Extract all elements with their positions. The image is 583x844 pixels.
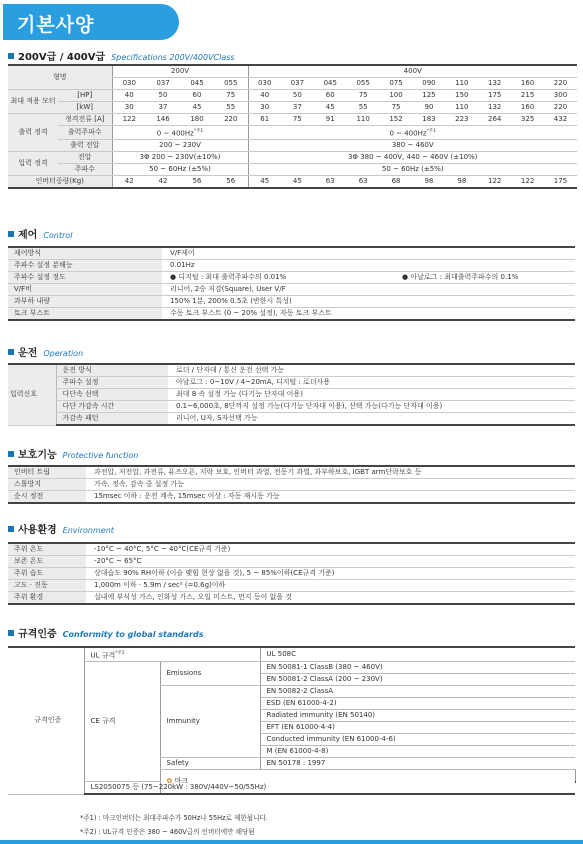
control-heading-en: Control bbox=[43, 231, 73, 240]
operation-table bbox=[8, 363, 575, 426]
spec-heading bbox=[8, 48, 235, 63]
in-volt-400: 3Φ 380 ~ 400V, 440 ~ 460V (±10%) bbox=[248, 152, 577, 164]
spec-row bbox=[8, 114, 577, 126]
kw-value: 45 bbox=[180, 102, 214, 114]
kw-value: 30 bbox=[112, 102, 146, 114]
weight-value: 45 bbox=[248, 176, 281, 189]
model-400: 160 bbox=[511, 78, 544, 90]
current-value: 91 bbox=[314, 114, 347, 126]
weight-value: 122 bbox=[511, 176, 544, 189]
control-value: 0.01Hz bbox=[162, 260, 575, 272]
protection-table bbox=[8, 465, 575, 504]
mark-logo-icon: ✿ bbox=[166, 777, 173, 786]
hp-value: 40 bbox=[112, 90, 146, 102]
weight-value: 42 bbox=[146, 176, 180, 189]
current-value: 146 bbox=[146, 114, 180, 126]
protection-heading-ko: 보호기능 bbox=[18, 450, 57, 461]
model-label: 형명 bbox=[8, 65, 112, 90]
operation-value: 리니어, U자, S자선택 가능 bbox=[168, 413, 575, 426]
motor-label: 최대 적용 모터 bbox=[8, 90, 58, 114]
environment-value: 상대습도 90% RH이하 (이슬 맺힘 현상 없을 것), 5 ~ 85%이하(CE규격 기준) bbox=[86, 568, 575, 580]
mark-value: LS2050075 등 (75~220kW : 380V/440V~50/55Hz) bbox=[84, 782, 160, 795]
weight-value: 68 bbox=[380, 176, 413, 189]
control-value: V/F제어 bbox=[162, 247, 575, 260]
immunity-item: EFT (EN 61000-4-4) bbox=[260, 722, 575, 734]
environment-heading-en: Environment bbox=[62, 526, 114, 535]
environment-heading bbox=[8, 521, 114, 536]
control-key: 과부하 내량 bbox=[8, 296, 162, 308]
spec-row bbox=[8, 65, 577, 78]
spec-table bbox=[8, 64, 577, 189]
control-value: 수동 토크 부스트 (0 ~ 20% 설정), 자동 토크 부스트 bbox=[162, 308, 575, 321]
hp-value: 75 bbox=[347, 90, 380, 102]
in-freq-label: 주파수 bbox=[58, 164, 112, 176]
hp-label: [HP] bbox=[58, 90, 112, 102]
page-title-tab bbox=[3, 4, 179, 40]
model-400: 132 bbox=[478, 78, 511, 90]
control-key: 제어방식 bbox=[8, 247, 162, 260]
control-row bbox=[8, 272, 575, 284]
current-label: 정격전류 [A] bbox=[58, 114, 112, 126]
control-key: 주파수 설정 분해능 bbox=[8, 260, 162, 272]
model-400: 220 bbox=[544, 78, 577, 90]
control-heading-ko: 제어 bbox=[18, 230, 38, 241]
protection-value: 과전압, 저전압, 과전류, 퓨즈오픈, 지락 보호, 인버터 과열, 전동기 과열, 과부하보호, IGBT arm단락보호 등 bbox=[86, 466, 575, 479]
hp-value: 60 bbox=[314, 90, 347, 102]
note-1: *주1) : 마크인버터는 최대주파수가 50Hz나 55Hz로 제한됩니다. bbox=[80, 814, 268, 822]
operation-group-label: 입력신호 bbox=[8, 364, 56, 425]
protection-heading-en: Protective function bbox=[62, 451, 139, 460]
weight-value: 63 bbox=[347, 176, 380, 189]
weight-value: 98 bbox=[412, 176, 445, 189]
class-400: 400V bbox=[248, 65, 577, 78]
protection-key: 스톨방지 bbox=[8, 479, 86, 491]
control-key: 주파수 설정 정도 bbox=[8, 272, 162, 284]
environment-key: 주위 환경 bbox=[8, 592, 86, 605]
hp-value: 60 bbox=[180, 90, 214, 102]
kw-value: 220 bbox=[544, 102, 577, 114]
operation-key: 가감속 패턴 bbox=[56, 413, 168, 426]
model-400: 030 bbox=[248, 78, 281, 90]
operation-value: 0.1~6,000초, 8단까지 설정 가능(다기능 단자대 이용), 선택 가능(다기능 단자대 이용) bbox=[168, 401, 575, 413]
model-400: 055 bbox=[347, 78, 380, 90]
operation-key: 다단속 선택 bbox=[56, 389, 168, 401]
in-freq-400: 50 ~ 60Hz (±5%) bbox=[248, 164, 577, 176]
emissions-label: Emissions bbox=[160, 662, 260, 686]
hp-value: 40 bbox=[248, 90, 281, 102]
operation-row bbox=[8, 364, 575, 377]
weight-value: 56 bbox=[214, 176, 248, 189]
operation-heading-en: Operation bbox=[43, 349, 84, 358]
model-200: 055 bbox=[214, 78, 248, 90]
control-value: ● 디지털 : 최대 출력주파수의 0.01% bbox=[162, 272, 394, 284]
kw-value: 37 bbox=[281, 102, 314, 114]
note-2: *주2) : UL규격 인증은 380 ~ 460V급의 인버터에만 해당됨 bbox=[80, 828, 255, 836]
environment-value: -10°C ~ 40°C, 5°C ~ 40°C(CE규격 기준) bbox=[86, 543, 575, 556]
model-400: 037 bbox=[281, 78, 314, 90]
control-heading bbox=[8, 226, 73, 241]
hp-value: 175 bbox=[478, 90, 511, 102]
weight-value: 42 bbox=[112, 176, 146, 189]
control-row bbox=[8, 308, 575, 321]
protection-value: 가속, 정속, 감속 중 설정 가능 bbox=[86, 479, 575, 491]
ul-value: UL 508C bbox=[260, 647, 575, 662]
operation-value: 아날로그 : 0~10V / 4~20mA, 디지털 : 로더사용 bbox=[168, 377, 575, 389]
environment-heading-ko: 사용환경 bbox=[18, 525, 57, 536]
environment-key: 주위 습도 bbox=[8, 568, 86, 580]
model-400: 075 bbox=[380, 78, 413, 90]
current-value: 432 bbox=[544, 114, 577, 126]
hp-value: 300 bbox=[544, 90, 577, 102]
current-value: 325 bbox=[511, 114, 544, 126]
environment-key: 고도 · 진동 bbox=[8, 580, 86, 592]
protection-row bbox=[8, 491, 575, 504]
environment-key: 보존 온도 bbox=[8, 556, 86, 568]
immunity-item: ESD (EN 61000-4-2) bbox=[260, 698, 575, 710]
in-freq-200: 50 ~ 60Hz (±5%) bbox=[112, 164, 248, 176]
current-value: 183 bbox=[412, 114, 445, 126]
current-value: 223 bbox=[445, 114, 478, 126]
hp-value: 75 bbox=[214, 90, 248, 102]
model-200: 030 bbox=[112, 78, 146, 90]
safety-value: EN 50178 : 1997 bbox=[260, 758, 575, 770]
hp-value: 215 bbox=[511, 90, 544, 102]
control-row bbox=[8, 247, 575, 260]
environment-row bbox=[8, 568, 575, 580]
weight-value: 56 bbox=[180, 176, 214, 189]
volt-400: 380 ~ 460V bbox=[248, 140, 577, 152]
protection-heading bbox=[8, 446, 139, 461]
cert-heading bbox=[8, 625, 204, 640]
environment-table bbox=[8, 542, 575, 605]
control-value: 150% 1분, 200% 0.5초 (반한시 특성) bbox=[162, 296, 575, 308]
control-key: V/F비 bbox=[8, 284, 162, 296]
ce-label: CE 규격 bbox=[84, 662, 160, 782]
operation-heading bbox=[8, 344, 84, 359]
kw-value: 90 bbox=[412, 102, 445, 114]
model-400: 110 bbox=[445, 78, 478, 90]
mark-label: ✿ 마크 bbox=[160, 770, 575, 795]
output-label: 출력 정격 bbox=[8, 114, 58, 152]
current-value: 180 bbox=[180, 114, 214, 126]
environment-row bbox=[8, 592, 575, 605]
model-200: 045 bbox=[180, 78, 214, 90]
volt-label: 출력 전압 bbox=[58, 140, 112, 152]
hp-value: 50 bbox=[146, 90, 180, 102]
spec-heading-en: Specifications 200V/400VClass bbox=[111, 53, 235, 62]
weight-value: 175 bbox=[544, 176, 577, 189]
hp-value: 150 bbox=[445, 90, 478, 102]
operation-value: 로더 / 단자대 / 통신 운전 선택 가능 bbox=[168, 364, 575, 377]
operation-value: 최대 8 속 설정 가능 (다기능 단자대 이용) bbox=[168, 389, 575, 401]
page-title: 기본사양 bbox=[17, 14, 95, 36]
operation-key: 주파수 설정 bbox=[56, 377, 168, 389]
kw-value: 132 bbox=[478, 102, 511, 114]
in-volt-label: 전압 bbox=[58, 152, 112, 164]
operation-heading-ko: 운전 bbox=[18, 348, 38, 359]
immunity-item: M (EN 61000-4-8) bbox=[260, 746, 575, 758]
safety-label: Safety bbox=[160, 758, 260, 770]
weight-value: 63 bbox=[314, 176, 347, 189]
current-value: 122 bbox=[112, 114, 146, 126]
emissions-item: EN 50081-2 ClassA (200 ~ 230V) bbox=[260, 674, 575, 686]
cert-heading-ko: 규격인증 bbox=[18, 629, 57, 640]
environment-row bbox=[8, 543, 575, 556]
weight-value: 98 bbox=[445, 176, 478, 189]
spec-row bbox=[8, 90, 577, 102]
spec-row bbox=[8, 164, 577, 176]
operation-row bbox=[8, 377, 575, 389]
control-row bbox=[8, 260, 575, 272]
cert-table bbox=[8, 646, 575, 795]
kw-value: 160 bbox=[511, 102, 544, 114]
hp-value: 50 bbox=[281, 90, 314, 102]
environment-value: -20°C ~ 65°C bbox=[86, 556, 575, 568]
in-volt-200: 3Φ 200 ~ 230V(±10%) bbox=[112, 152, 248, 164]
control-value-2: ● 아날로그 : 최대출력주파수의 0.1% bbox=[394, 272, 575, 284]
kw-value: 45 bbox=[314, 102, 347, 114]
spec-row bbox=[8, 126, 577, 140]
class-200: 200V bbox=[112, 65, 248, 78]
immunity-item: EN 50082-2 ClassA bbox=[260, 686, 575, 698]
current-value: 152 bbox=[380, 114, 413, 126]
cert-group-label: 규격인증 bbox=[8, 647, 84, 794]
environment-key: 주위 온도 bbox=[8, 543, 86, 556]
immunity-label: Immunity bbox=[160, 686, 260, 758]
operation-row bbox=[8, 413, 575, 426]
footer-bar bbox=[0, 840, 583, 844]
weight-label: 인버터중량(Kg) bbox=[8, 176, 112, 189]
environment-value: 1,000m 이하 · 5.9m / sec² (=0.6g)이하 bbox=[86, 580, 575, 592]
operation-row bbox=[8, 401, 575, 413]
spec-row bbox=[8, 152, 577, 164]
protection-key: 순시 정전 bbox=[8, 491, 86, 504]
environment-row bbox=[8, 556, 575, 568]
control-value: 리니어, 2승 저감(Square), User V/F bbox=[162, 284, 575, 296]
current-value: 110 bbox=[347, 114, 380, 126]
kw-value: 55 bbox=[347, 102, 380, 114]
input-label: 입력 정격 bbox=[8, 152, 58, 176]
spec-row bbox=[8, 140, 577, 152]
operation-key: 운전 방식 bbox=[56, 364, 168, 377]
current-value: 264 bbox=[478, 114, 511, 126]
environment-value: 실내에 부식성 가스, 인화성 가스, 오일 미스트, 먼지 등이 없을 것 bbox=[86, 592, 575, 605]
model-400: 045 bbox=[314, 78, 347, 90]
freq-200: 0 ~ $400Hz^{*주1}$ bbox=[112, 126, 248, 140]
kw-value: 30 bbox=[248, 102, 281, 114]
cert-heading-en: Conformity to global standards bbox=[62, 630, 204, 639]
weight-value: 122 bbox=[478, 176, 511, 189]
operation-row bbox=[8, 389, 575, 401]
control-row bbox=[8, 296, 575, 308]
control-table bbox=[8, 246, 575, 321]
spec-row bbox=[8, 176, 577, 189]
model-400: 090 bbox=[412, 78, 445, 90]
hp-value: 100 bbox=[380, 90, 413, 102]
current-value: 75 bbox=[281, 114, 314, 126]
ul-label: UL 규격$^{*주2}$ bbox=[84, 647, 160, 662]
immunity-item: Conducted immunity (EN 61000-4-6) bbox=[260, 734, 575, 746]
model-200: 037 bbox=[146, 78, 180, 90]
kw-value: 37 bbox=[146, 102, 180, 114]
hp-value: 125 bbox=[412, 90, 445, 102]
freq-400: 0 ~ $400Hz^{*주1}$ bbox=[248, 126, 577, 140]
environment-row bbox=[8, 580, 575, 592]
kw-label: [kW] bbox=[58, 102, 112, 114]
protection-value: 15msec 이하 : 운전 계속, 15msec 이상 : 자동 재시동 가능 bbox=[86, 491, 575, 504]
weight-value: 45 bbox=[281, 176, 314, 189]
freq-label: 출력주파수 bbox=[58, 126, 112, 140]
spec-heading-ko: 200V급 / 400V급 bbox=[18, 52, 106, 63]
control-key: 토크 부스트 bbox=[8, 308, 162, 321]
emissions-item: EN 50081-1 ClassB (380 ~ 460V) bbox=[260, 662, 575, 674]
spec-row bbox=[8, 102, 577, 114]
control-row bbox=[8, 284, 575, 296]
protection-key: 인버터 트립 bbox=[8, 466, 86, 479]
volt-200: 200 ~ 230V bbox=[112, 140, 248, 152]
operation-key: 다단 가감속 시간 bbox=[56, 401, 168, 413]
immunity-item: Radiated immunity (EN 50140) bbox=[260, 710, 575, 722]
protection-row bbox=[8, 479, 575, 491]
kw-value: 55 bbox=[214, 102, 248, 114]
current-value: 220 bbox=[214, 114, 248, 126]
protection-row bbox=[8, 466, 575, 479]
current-value: 61 bbox=[248, 114, 281, 126]
kw-value: 110 bbox=[445, 102, 478, 114]
kw-value: 75 bbox=[380, 102, 413, 114]
